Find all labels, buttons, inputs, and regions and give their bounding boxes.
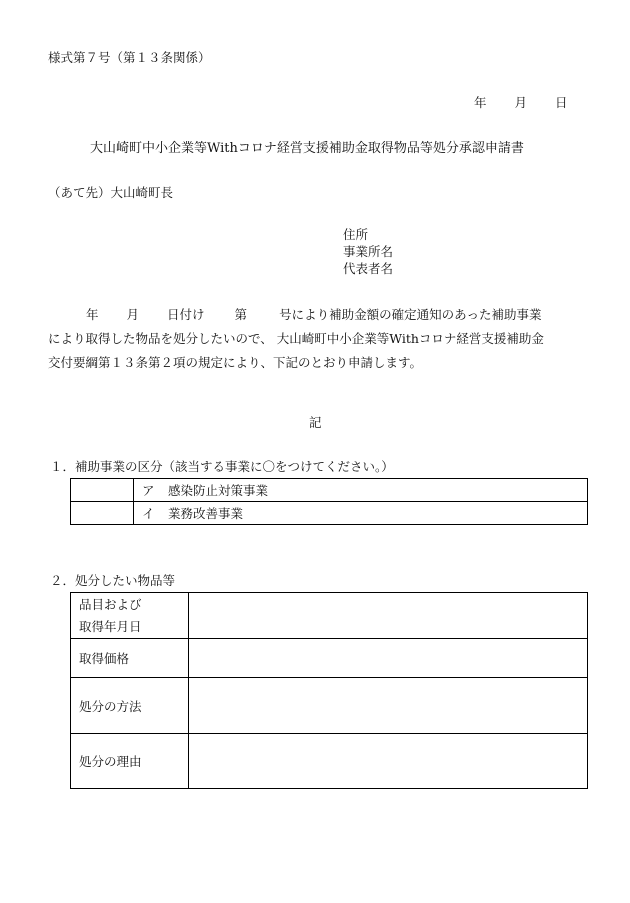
option-mark: イ [142,506,155,521]
body-year: 年 [86,307,99,322]
address-label: 住所 [343,227,369,242]
reason-value-cell[interactable] [189,734,588,789]
table-row [71,593,588,639]
item-label-line1: 品目および [79,596,142,612]
method-value-cell[interactable] [189,678,588,734]
table-row [71,678,588,734]
body-line-1-rest: 号により補助金額の確定通知のあった補助事業 [279,307,542,322]
method-label: 処分の方法 [71,678,189,734]
body-line-1 [48,303,593,327]
price-label: 取得価格 [71,639,189,678]
ki-heading: 記 [309,415,322,430]
body-date-suffix: 日付け [167,307,205,322]
category-option [134,502,588,525]
category-mark-cell[interactable] [71,479,134,502]
table-row [71,639,588,678]
category-row [71,502,588,525]
body-dai: 第 [234,307,248,322]
section1-heading: １．補助事業の区分（該当する事業に〇をつけてください。） [50,459,394,474]
applicant-block [343,229,393,280]
reason-label: 処分の理由 [71,734,189,789]
option-label: 感染防止対策事業 [168,483,269,498]
application-body [48,303,593,375]
item-label-line2: 取得年月日 [79,618,142,634]
body-month: 月 [126,307,140,322]
category-mark-cell[interactable] [71,502,134,525]
project-category-table [70,478,588,525]
option-label: 業務改善事業 [168,506,244,521]
date-line [474,97,568,110]
price-value-cell[interactable] [189,639,588,678]
item-date-value-cell[interactable] [189,593,588,639]
office-name-label: 事業所名 [343,244,394,259]
date-month: 月 [514,95,528,110]
section2-heading: ２．処分したい物品等 [50,573,176,588]
addressee: （あて先）大山崎町長 [48,185,174,200]
date-day: 日 [555,95,568,110]
date-year: 年 [474,95,487,110]
item-date-label [71,593,189,639]
representative-label: 代表者名 [343,261,394,276]
option-mark: ア [142,483,155,498]
category-option [134,479,588,502]
table-row [71,734,588,789]
document-title: 大山崎町中小企業等Withコロナ経営支援補助金取得物品等処分承認申請書 [90,141,524,156]
form-number: 様式第７号（第１３条関係） [48,50,211,65]
body-line-3: 交付要綱第１３条第２項の規定により、下記のとおり申請します。 [48,355,423,370]
body-line-2: により取得した物品を処分したいので、 大山崎町中小企業等Withコロナ経営支援補助金 [48,331,544,346]
disposal-items-table [70,592,588,789]
category-row [71,479,588,502]
